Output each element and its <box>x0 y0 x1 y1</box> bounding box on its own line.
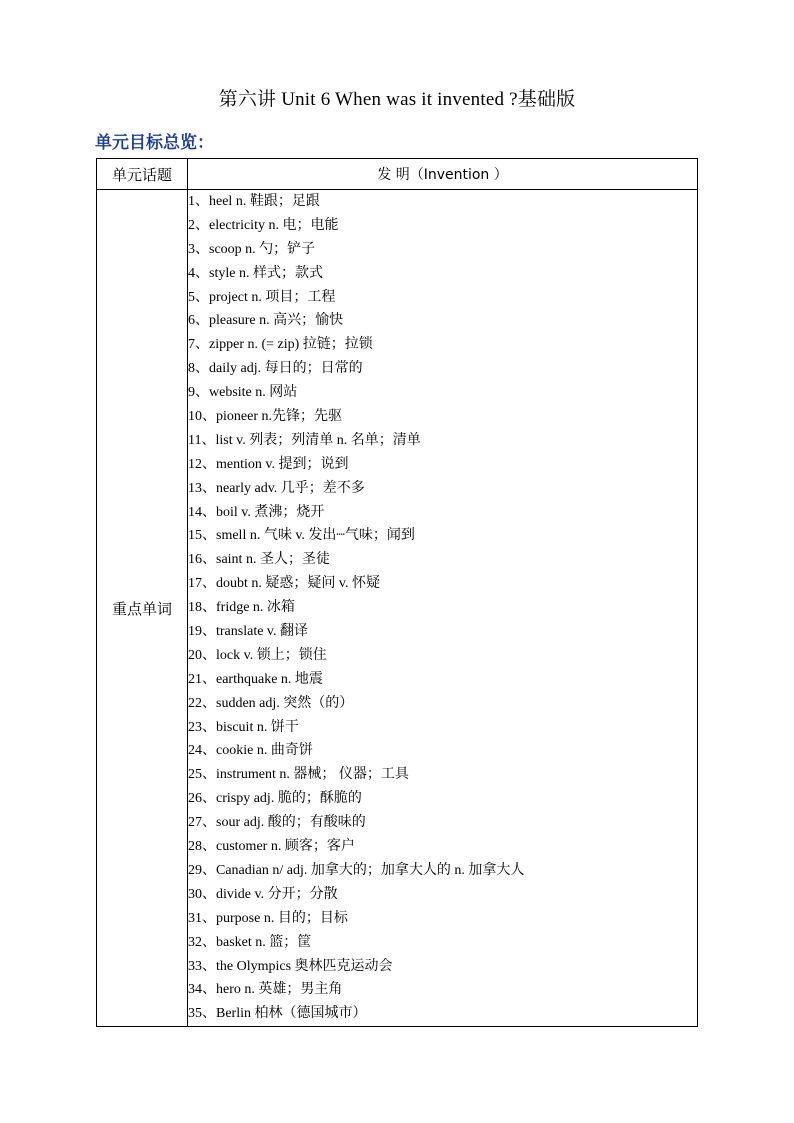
vocab-item: 22、sudden adj. 突然（的） <box>188 695 354 711</box>
topic-label: 单元话题 <box>97 159 188 190</box>
vocab-list <box>188 190 698 1027</box>
vocab-item: 16、saint n. 圣人；圣徒 <box>188 552 330 568</box>
vocab-item: 6、pleasure n. 高兴；愉快 <box>188 313 344 329</box>
vocab-item: 4、style n. 样式；款式 <box>188 265 323 281</box>
vocab-item: 35、Berlin 柏林（德国城市） <box>188 1006 367 1022</box>
vocab-item: 11、list v. 列表；列清单 n. 名单；清单 <box>188 432 421 448</box>
topic-row <box>97 159 698 190</box>
vocab-item: 9、website n. 网站 <box>188 385 298 401</box>
vocab-item: 15、smell n. 气味 v. 发出┈气味；闻到 <box>188 528 415 544</box>
vocab-item: 21、earthquake n. 地震 <box>188 671 323 687</box>
vocab-item: 7、zipper n. (= zip) 拉链；拉锁 <box>188 337 373 353</box>
topic-value: 发 明（Invention ） <box>188 159 698 190</box>
vocab-item: 25、instrument n. 器械； 仪器；工具 <box>188 767 409 783</box>
vocab-item: 33、the Olympics 奥林匹克运动会 <box>188 958 393 974</box>
vocab-item: 23、biscuit n. 饼干 <box>188 719 299 735</box>
vocab-item: 5、project n. 项目；工程 <box>188 289 336 305</box>
vocab-item: 13、nearly adv. 几乎；差不多 <box>188 480 365 496</box>
vocab-item: 34、hero n. 英雄；男主角 <box>188 982 343 998</box>
vocab-item: 28、customer n. 顾客；客户 <box>188 839 355 855</box>
page-title <box>0 84 794 111</box>
vocab-item: 24、cookie n. 曲奇饼 <box>188 743 313 759</box>
vocab-label: 重点单词 <box>97 190 188 1027</box>
vocab-item: 10、pioneer n.先锋；先驱 <box>188 409 342 425</box>
vocab-item: 18、fridge n. 冰箱 <box>188 600 295 616</box>
vocab-row <box>97 190 698 1027</box>
vocab-item: 1、heel n. 鞋跟；足跟 <box>188 194 320 209</box>
vocab-item: 19、translate v. 翻译 <box>188 624 309 640</box>
page-title-text: 第六讲 Unit 6 When was it invented ?基础版 <box>218 89 576 110</box>
vocab-item: 2、electricity n. 电；电能 <box>188 217 339 233</box>
vocab-item: 3、scoop n. 勺；铲子 <box>188 241 316 257</box>
vocab-item: 14、boil v. 煮沸；烧开 <box>188 504 325 520</box>
vocab-item: 30、divide v. 分开；分散 <box>188 886 338 902</box>
section-heading: 单元目标总览： <box>95 133 214 153</box>
unit-overview-table <box>96 158 698 1027</box>
vocab-item: 12、mention v. 提到；说到 <box>188 456 349 472</box>
vocab-item: 27、sour adj. 酸的；有酸味的 <box>188 815 366 831</box>
vocab-item: 17、doubt n. 疑惑；疑问 v. 怀疑 <box>188 576 380 592</box>
vocab-item: 29、Canadian n/ adj. 加拿大的；加拿大人的 n. 加拿大人 <box>188 862 525 878</box>
vocab-item: 20、lock v. 锁上；锁住 <box>188 647 327 663</box>
vocab-item: 32、basket n. 篮；筐 <box>188 934 312 950</box>
vocab-item: 8、daily adj. 每日的；日常的 <box>188 361 363 377</box>
vocab-item: 31、purpose n. 目的；目标 <box>188 910 348 926</box>
vocab-item: 26、crispy adj. 脆的；酥脆的 <box>188 791 362 807</box>
